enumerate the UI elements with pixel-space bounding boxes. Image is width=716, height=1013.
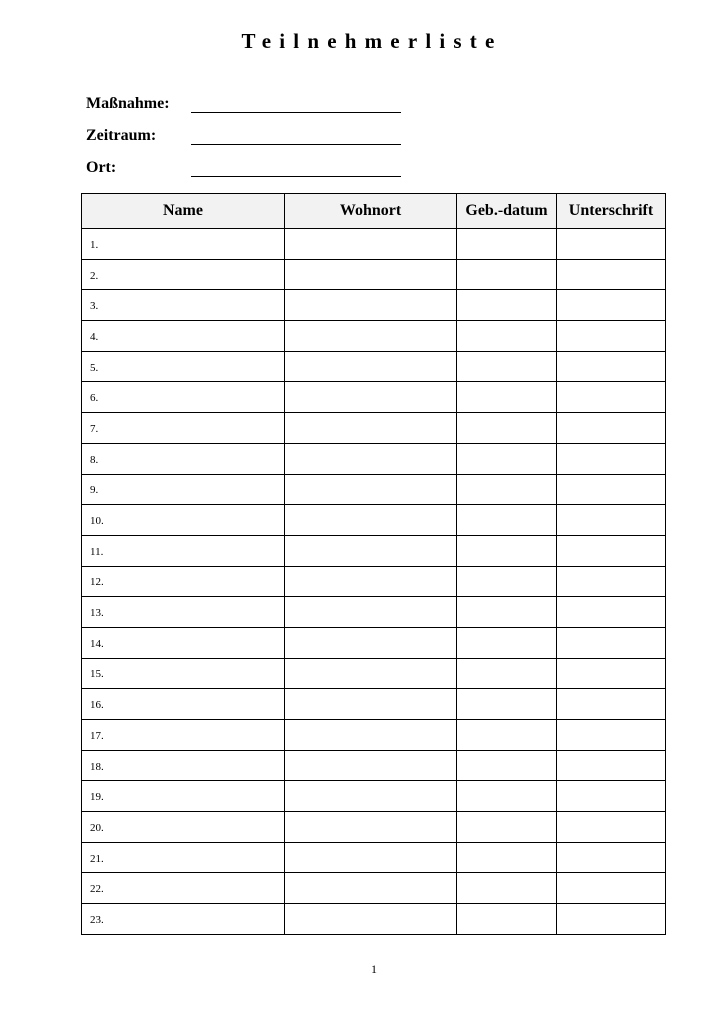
row-number: 5. [90,361,99,374]
cell-unterschrift[interactable] [557,689,666,720]
row-number: 3. [90,300,99,313]
cell-geburtsdatum[interactable] [457,290,557,321]
cell-unterschrift[interactable] [557,259,666,290]
cell-unterschrift[interactable] [557,781,666,812]
row-number: 22. [90,883,104,896]
cell-wohnort[interactable] [285,290,457,321]
cell-unterschrift[interactable] [557,321,666,352]
cell-wohnort[interactable] [285,873,457,904]
cell-wohnort[interactable] [285,658,457,689]
field-massnahme-line [191,112,401,113]
column-header-unterschrift: Unterschrift [557,194,666,229]
cell-wohnort[interactable] [285,842,457,873]
row-number: 8. [90,453,99,466]
cell-geburtsdatum[interactable] [457,750,557,781]
cell-geburtsdatum[interactable] [457,689,557,720]
cell-name[interactable] [82,290,285,321]
row-number: 4. [90,330,99,343]
cell-name[interactable] [82,566,285,597]
table-row [82,597,666,628]
page-number: 1 [371,962,377,976]
row-number: 10. [90,515,104,528]
table-row [82,535,666,566]
table-row [82,351,666,382]
cell-name[interactable] [82,382,285,413]
cell-unterschrift[interactable] [557,290,666,321]
cell-geburtsdatum[interactable] [457,535,557,566]
table-row [82,290,666,321]
cell-unterschrift[interactable] [557,474,666,505]
cell-wohnort[interactable] [285,535,457,566]
table-body [82,229,666,935]
cell-wohnort[interactable] [285,597,457,628]
row-number: 6. [90,392,99,405]
cell-wohnort[interactable] [285,904,457,935]
cell-name[interactable] [82,781,285,812]
cell-name[interactable] [82,505,285,536]
cell-name[interactable] [82,259,285,290]
cell-name[interactable] [82,658,285,689]
table-row [82,750,666,781]
table-row [82,474,666,505]
cell-geburtsdatum[interactable] [457,781,557,812]
table-row [82,229,666,260]
cell-geburtsdatum[interactable] [457,443,557,474]
cell-wohnort[interactable] [285,812,457,843]
table-row [82,781,666,812]
cell-wohnort[interactable] [285,689,457,720]
row-number: 17. [90,729,104,742]
cell-unterschrift[interactable] [557,842,666,873]
row-number: 19. [90,791,104,804]
cell-wohnort[interactable] [285,781,457,812]
cell-unterschrift[interactable] [557,720,666,751]
cell-wohnort[interactable] [285,474,457,505]
table-row [82,812,666,843]
cell-unterschrift[interactable] [557,229,666,260]
document-title: Teilnehmerliste [241,29,503,53]
row-number: 9. [90,484,99,497]
cell-geburtsdatum[interactable] [457,904,557,935]
cell-geburtsdatum[interactable] [457,229,557,260]
cell-geburtsdatum[interactable] [457,720,557,751]
row-number: 11. [90,545,104,558]
field-zeitraum-line [191,144,401,145]
table-row [82,720,666,751]
field-ort-line [191,176,401,177]
cell-geburtsdatum[interactable] [457,873,557,904]
cell-wohnort[interactable] [285,351,457,382]
cell-wohnort[interactable] [285,259,457,290]
cell-geburtsdatum[interactable] [457,627,557,658]
field-massnahme-label: Maßnahme: [86,95,170,112]
cell-geburtsdatum[interactable] [457,321,557,352]
row-number: 16. [90,699,104,712]
table-row [82,873,666,904]
table-row [82,689,666,720]
table-row [82,904,666,935]
table-row [82,321,666,352]
cell-wohnort[interactable] [285,505,457,536]
table-row [82,842,666,873]
row-number: 21. [90,852,104,865]
table-row [82,382,666,413]
cell-unterschrift[interactable] [557,873,666,904]
cell-wohnort[interactable] [285,566,457,597]
cell-wohnort[interactable] [285,229,457,260]
cell-geburtsdatum[interactable] [457,382,557,413]
table-row [82,413,666,444]
cell-wohnort[interactable] [285,413,457,444]
cell-unterschrift[interactable] [557,535,666,566]
table-row [82,443,666,474]
cell-wohnort[interactable] [285,382,457,413]
table-row [82,658,666,689]
cell-name[interactable] [82,413,285,444]
cell-name[interactable] [82,842,285,873]
cell-name[interactable] [82,873,285,904]
cell-name[interactable] [82,535,285,566]
row-number: 23. [90,913,104,926]
cell-unterschrift[interactable] [557,351,666,382]
participant-table [81,193,666,935]
cell-name[interactable] [82,750,285,781]
row-number: 14. [90,637,104,650]
cell-geburtsdatum[interactable] [457,259,557,290]
table-row [82,566,666,597]
cell-unterschrift[interactable] [557,658,666,689]
cell-name[interactable] [82,321,285,352]
cell-geburtsdatum[interactable] [457,505,557,536]
cell-unterschrift[interactable] [557,443,666,474]
cell-name[interactable] [82,474,285,505]
cell-name[interactable] [82,689,285,720]
cell-unterschrift[interactable] [557,505,666,536]
table-header-row [82,194,666,229]
row-number: 1. [90,238,99,251]
row-number: 13. [90,607,104,620]
table-row [82,627,666,658]
cell-geburtsdatum[interactable] [457,474,557,505]
cell-geburtsdatum[interactable] [457,842,557,873]
cell-wohnort[interactable] [285,720,457,751]
table-row [82,505,666,536]
cell-wohnort[interactable] [285,321,457,352]
cell-geburtsdatum[interactable] [457,566,557,597]
cell-name[interactable] [82,812,285,843]
row-number: 15. [90,668,104,681]
cell-unterschrift[interactable] [557,566,666,597]
cell-name[interactable] [82,351,285,382]
cell-unterschrift[interactable] [557,413,666,444]
cell-unterschrift[interactable] [557,750,666,781]
cell-unterschrift[interactable] [557,812,666,843]
cell-name[interactable] [82,597,285,628]
cell-geburtsdatum[interactable] [457,658,557,689]
cell-geburtsdatum[interactable] [457,413,557,444]
column-header-wohnort: Wohnort [285,194,457,229]
column-header-geburtsdatum: Geb.-datum [457,194,557,229]
row-number: 7. [90,422,99,435]
column-header-name: Name [82,194,285,229]
cell-name[interactable] [82,229,285,260]
row-number: 2. [90,269,99,282]
cell-unterschrift[interactable] [557,627,666,658]
field-zeitraum-label: Zeitraum: [86,127,157,144]
table-row [82,259,666,290]
cell-wohnort[interactable] [285,627,457,658]
cell-name[interactable] [82,720,285,751]
field-ort-label: Ort: [86,159,117,176]
cell-name[interactable] [82,443,285,474]
cell-name[interactable] [82,627,285,658]
cell-wohnort[interactable] [285,750,457,781]
row-number: 20. [90,821,104,834]
row-number: 18. [90,760,104,773]
cell-geburtsdatum[interactable] [457,812,557,843]
cell-unterschrift[interactable] [557,904,666,935]
cell-name[interactable] [82,904,285,935]
cell-unterschrift[interactable] [557,382,666,413]
cell-geburtsdatum[interactable] [457,351,557,382]
cell-geburtsdatum[interactable] [457,597,557,628]
cell-unterschrift[interactable] [557,597,666,628]
row-number: 12. [90,576,104,589]
cell-wohnort[interactable] [285,443,457,474]
